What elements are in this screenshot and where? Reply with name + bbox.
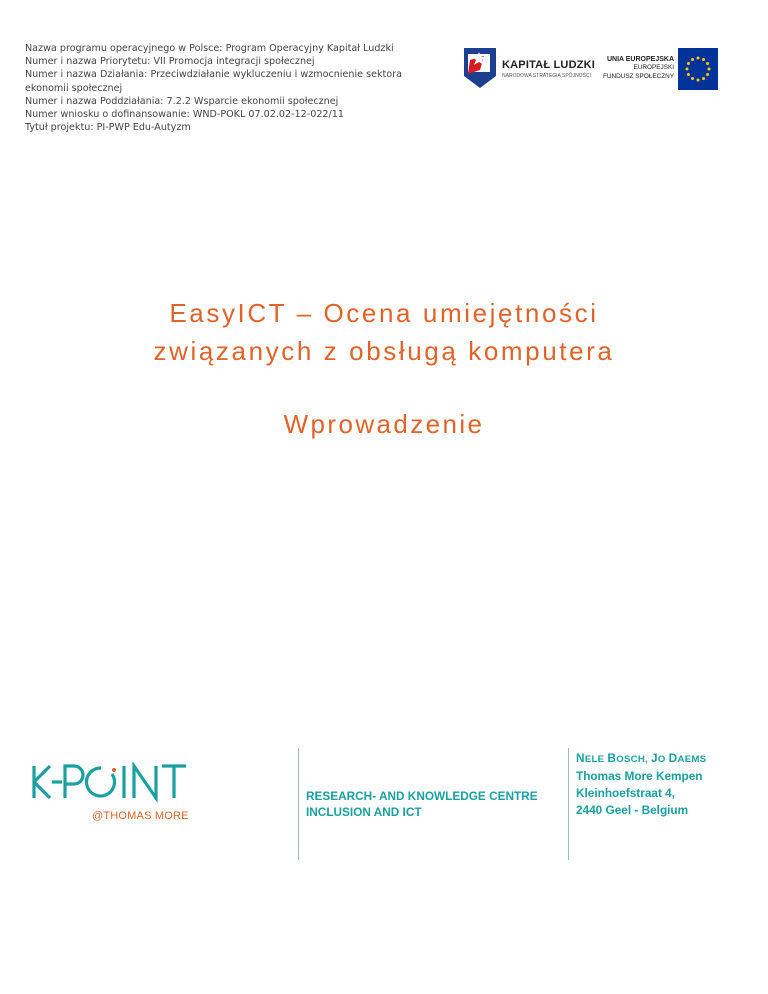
- project-title-line: Tytuł projektu: PI-PWP Edu-Autyzm: [25, 122, 191, 134]
- address-city: 2440 Geel - Belgium: [576, 803, 689, 817]
- kapital-ludzki-logo: [460, 46, 596, 90]
- eu-star-icon: [687, 62, 690, 65]
- eu-star-icon: [697, 57, 700, 60]
- eu-star-icon: [697, 79, 700, 82]
- address-street: Kleinhoefstraat 4,: [576, 786, 675, 800]
- eu-fund-text: [600, 56, 674, 81]
- title-line-1: EasyICT – Ocena umiejętności: [169, 298, 599, 328]
- k-point-dot-icon: [112, 768, 116, 772]
- address-institution: Thomas More Kempen: [576, 769, 703, 783]
- author-initial: N: [576, 751, 585, 765]
- research-centre-label: [306, 788, 566, 820]
- eu-social-fund-label: FUNDUSZ SPOŁECZNY: [602, 72, 674, 80]
- eu-star-icon: [691, 77, 694, 80]
- application-number-line: Numer wniosku o dofinansowanie: WND-POKL 07.02.02-12-022/11: [25, 109, 344, 121]
- divider-right: [568, 748, 569, 860]
- kapital-ludzki-title: KAPITAŁ LUDZKI: [502, 59, 596, 71]
- eu-star-icon: [686, 68, 689, 71]
- kapital-ludzki-subtitle: NARODOWA STRATEGIA SPÓJNOŚCI: [502, 73, 591, 79]
- action-line: Numer i nazwa Działania: Przeciwdziałanie wykluczeniu i wzmocnienie sektora ekonomii społecznej: [25, 69, 402, 94]
- author-name-part: O: [657, 754, 669, 765]
- eu-star-icon: [706, 73, 709, 76]
- eu-flag-icon: [678, 48, 718, 90]
- program-name-line: Nazwa programu operacyjnego w Polsce: Program Operacyjny Kapitał Ludzki: [25, 43, 394, 54]
- author-names: [576, 750, 766, 768]
- authors-block: [576, 750, 766, 819]
- title-line-2: związanych z obsługą komputera: [153, 336, 615, 366]
- eu-star-icon: [706, 62, 709, 65]
- author-name-part: AEMS: [677, 754, 707, 765]
- author-separator: ,: [645, 754, 652, 765]
- research-line-2: INCLUSION AND ICT: [306, 805, 422, 819]
- document-title: [0, 294, 768, 370]
- author-name-part: ELE: [584, 754, 608, 765]
- subaction-line: Numer i nazwa Poddziałania: 7.2.2 Wsparcie ekonomii społecznej: [25, 95, 339, 107]
- author-name-part: OSCH: [616, 754, 646, 765]
- eu-european-label: EUROPEJSKI: [633, 64, 674, 72]
- kapital-ludzki-emblem-icon: [460, 46, 500, 90]
- research-line-1: RESEARCH- AND KNOWLEDGE CENTRE: [306, 789, 538, 803]
- k-point-subtitle: @THOMAS MORE: [92, 810, 189, 822]
- eu-star-icon: [691, 58, 694, 61]
- eu-star-icon: [687, 73, 690, 76]
- eu-star-icon: [702, 58, 705, 61]
- author-initial: B: [607, 751, 617, 765]
- eu-star-icon: [708, 68, 711, 71]
- divider-left: [298, 748, 299, 860]
- project-info-block: [25, 42, 445, 134]
- document-subtitle: Wprowadzenie: [283, 409, 485, 439]
- author-initial: D: [668, 751, 678, 765]
- priority-line: Numer i nazwa Priorytetu: VII Promocja integracji społecznej: [25, 56, 315, 68]
- eu-star-icon: [702, 77, 705, 80]
- funding-logos: [460, 46, 720, 92]
- author-initial: J: [651, 751, 658, 765]
- eu-union-label: UNIA EUROPEJSKA: [606, 56, 674, 63]
